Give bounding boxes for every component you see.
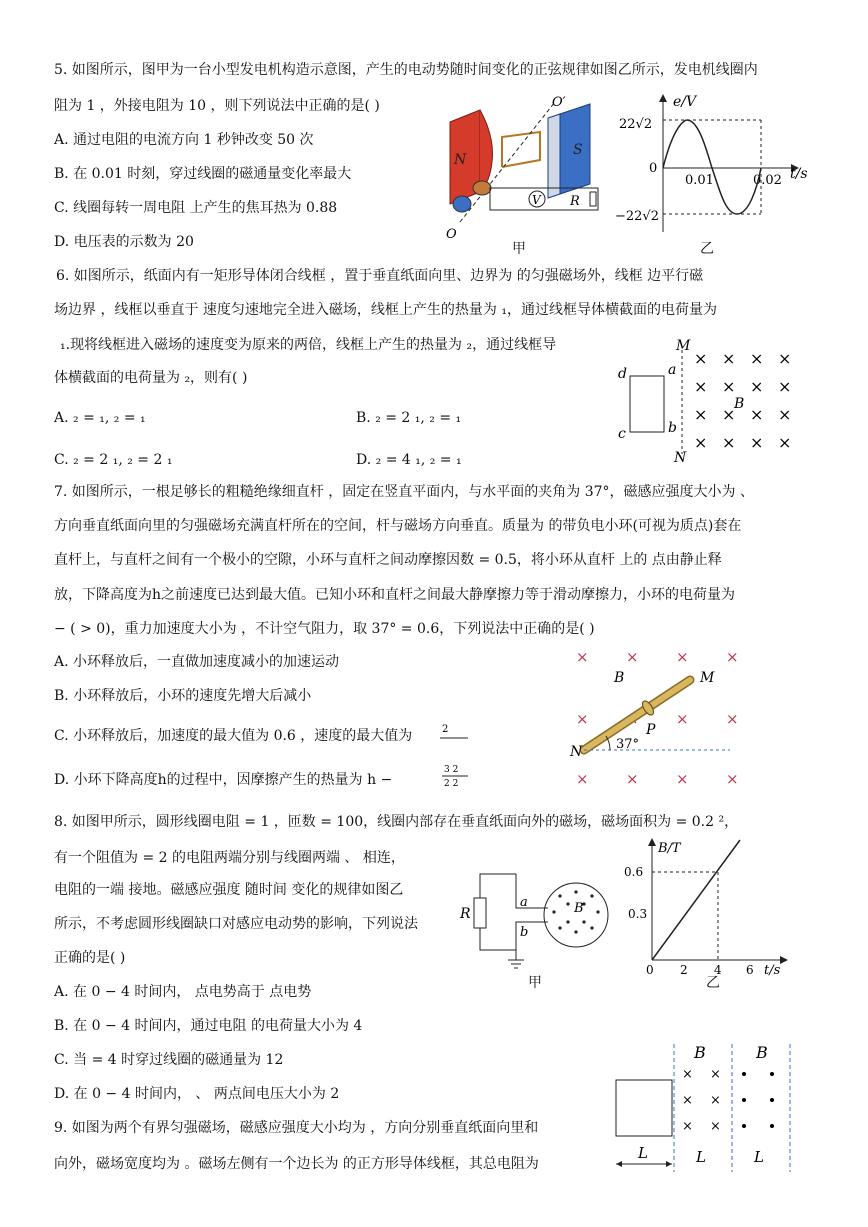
q6-stem-line-2: 场边界 ，线框以垂直于 速度匀速地完全进入磁场，线框上产生的热量为 ₁，通过线框导体横截面的电荷量为 <box>54 302 717 318</box>
q6-label-a: a <box>668 362 677 378</box>
q8-dot-mark <box>590 894 593 897</box>
q6-cross-mark: × <box>778 433 792 452</box>
q8-label-b: b <box>520 925 529 940</box>
q5-axis-oprime-label: O′ <box>552 95 566 110</box>
q7-option-d-fraction <box>440 762 480 792</box>
q6-cross-mark: × <box>722 433 736 452</box>
q5-graph-x1: 0.01 <box>685 173 714 188</box>
q7-option-b: B. 小环释放后，小环的速度先增大后减小 <box>54 688 312 704</box>
q6-cross-mark: × <box>750 433 764 452</box>
q5-option-a: A. 通过电阻的电流方向 1 秒钟改变 50 次 <box>54 132 314 148</box>
q5-figure-yi-caption: 乙 <box>700 241 714 257</box>
q6-cross-mark: × <box>750 377 764 396</box>
q8-graph-x2: 4 <box>714 963 722 976</box>
q6-label-b: b <box>668 420 677 436</box>
q8-dot-mark <box>574 890 577 893</box>
q8-graph-x3: 6 <box>746 963 754 976</box>
q8-dot-mark <box>552 910 555 913</box>
q8-option-a: A. 在 0 − 4 时间内， 点电势高于 点电势 <box>54 984 312 1000</box>
q7-cross-mark: × <box>726 710 739 728</box>
q5-graph-xlabel: t/s <box>790 166 808 182</box>
q9-field-figure <box>606 1040 806 1175</box>
q7-stem-line-4: 放，下降高度为h之前速度已达到最大值。已知小环和直杆之间最大静摩擦力等于滑动摩擦力，小环的电荷量为 <box>54 587 736 603</box>
q6-label-field-b: B <box>734 396 745 412</box>
q6-label-c: c <box>618 426 626 442</box>
q9-dot-mark <box>770 1072 774 1076</box>
q7-rod-figure <box>560 640 760 790</box>
q6-cross-mark: × <box>750 349 764 368</box>
q5-stem-line-1: 5. 如图所示，图甲为一台小型发电机构造示意图，产生的电动势随时间变化的正弦规律如图乙所示，发电机线圈内 <box>54 62 758 78</box>
q8-figure-jia-caption: 甲 <box>528 975 542 991</box>
q5-option-b: B. 在 0.01 时刻，穿过线圈的磁通量变化率最大 <box>54 166 352 182</box>
q7-cross-mark: × <box>576 770 589 788</box>
q8-stem-line-2: 有一个阻值为 = 2 的电阻两端分别与线圈两端 、 相连， <box>54 850 405 866</box>
q7-option-d: D. 小环下降高度h的过程中，因摩擦产生的热量为 h − <box>54 772 393 788</box>
q7-field-crosses <box>576 648 739 788</box>
q7-label-m: M <box>700 670 715 686</box>
q6-cross-mark: × <box>694 377 708 396</box>
q8-dot-mark <box>596 910 599 913</box>
q8-figure-yi-caption: 乙 <box>706 975 720 991</box>
q8-dot-mark <box>566 902 569 905</box>
q7-stem-line-2: 方向垂直纸面向里的匀强磁场充满直杆所在的空间，杆与磁场方向垂直。质量为 的带负电小环(可视为质点)套在 <box>54 518 742 534</box>
q8-graph-ylabel: B/T <box>658 841 681 856</box>
q9-cross-mark: × <box>682 1119 693 1134</box>
q7-label-p: P <box>646 722 656 738</box>
svg-text:3 2: 3 2 <box>444 765 459 775</box>
q6-option-c: C. ₂ = 2 ₁, ₂ = 2 ₁ <box>54 452 173 468</box>
q8-dot-mark <box>558 894 561 897</box>
q7-cross-mark: × <box>576 710 589 728</box>
q9-dot-mark <box>742 1072 746 1076</box>
q7-cross-mark: × <box>676 648 689 666</box>
q6-cross-mark: × <box>722 349 736 368</box>
q6-stem-line-3: ₁.现将线框进入磁场的速度变为原来的两倍，线框上产生的热量为 ₂，通过线框导 <box>60 337 557 353</box>
q9-cross-mark: × <box>682 1067 693 1082</box>
q9-dot-mark <box>742 1098 746 1102</box>
q9-dot-mark <box>742 1124 746 1128</box>
q6-field-figure <box>610 336 810 466</box>
q7-cross-mark: × <box>676 710 689 728</box>
q9-cross-mark: × <box>682 1093 693 1108</box>
q8-option-d: D. 在 0 − 4 时间内， 、 两点间电压大小为 2 <box>54 1086 340 1102</box>
q5-graph-zero: 0 <box>649 161 658 176</box>
q6-cross-mark: × <box>778 377 792 396</box>
q7-cross-mark: × <box>626 770 639 788</box>
q6-cross-mark: × <box>778 405 792 424</box>
q8-dot-mark <box>582 920 585 923</box>
q5-axis-o-label: O <box>446 227 457 242</box>
q8-coil-figure <box>456 846 616 986</box>
q7-cross-mark: × <box>726 770 739 788</box>
q9-stem-line-1: 9. 如图为两个有界匀强磁场，磁感应强度大小均为 ，方向分别垂直纸面向里和 <box>54 1120 539 1136</box>
q8-stem-line-3: 电阻的一端 接地。磁感应强度 随时间 变化的规律如图乙 <box>54 882 404 898</box>
q7-option-a: A. 小环释放后，一直做加速度减小的加速运动 <box>54 654 340 670</box>
q8-dot-mark <box>590 926 593 929</box>
q6-stem-line-1: 6. 如图所示，纸面内有一矩形导体闭合线框 ，置于垂直纸面向里、边界为 的匀强磁场外，线框 边平行磁 <box>56 268 704 284</box>
q9-cross-mark: × <box>710 1067 721 1082</box>
q7-cross-mark: × <box>726 648 739 666</box>
q5-option-d: D. 电压表的示数为 20 <box>54 234 194 250</box>
q5-emf-graph <box>615 92 815 242</box>
q9-label-l-1: L <box>638 1144 648 1162</box>
q8-label-a: a <box>520 895 528 910</box>
svg-text:2 2: 2 2 <box>444 779 459 789</box>
q9-label-b-out: B <box>756 1043 768 1062</box>
q5-magnet-s-label: S <box>573 142 583 158</box>
q8-dot-mark <box>566 920 569 923</box>
q8-graph-x1: 2 <box>680 963 688 976</box>
q8-graph-y1: 0.3 <box>628 907 648 921</box>
q7-angle-label: 37° <box>616 737 640 752</box>
q9-label-l-3: L <box>754 1148 764 1166</box>
q7-option-c-fraction <box>438 722 478 746</box>
q8-stem-line-4: 所示，不考虑圆形线圈缺口对感应电动势的影响，下列说法 <box>54 916 418 932</box>
q6-cross-mark: × <box>722 405 736 424</box>
q7-stem-line-3: 直杆上，与直杆之间有一个极小的空隙，小环与直杆之间动摩擦因数 = 0.5，将小环从直杆 上的 点由静止释 <box>54 552 722 568</box>
q5-voltmeter-label: V <box>532 193 541 207</box>
q5-graph-ylabel: e/V <box>673 94 697 110</box>
q9-stem-line-2: 向外，磁场宽度均为 。磁场左侧有一个边长为 的正方形导体线框，其总电阻为 <box>54 1156 539 1172</box>
q9-label-l-2: L <box>696 1148 706 1166</box>
q8-bt-graph <box>622 836 792 976</box>
q6-cross-mark: × <box>722 377 736 396</box>
q9-dot-mark <box>770 1124 774 1128</box>
q5-graph-ymin: −22√2 <box>615 209 659 224</box>
q8-graph-zero: 0 <box>646 963 654 976</box>
q6-option-d: D. ₂ = 4 ₁, ₂ = ₁ <box>356 452 462 468</box>
q6-cross-mark: × <box>750 405 764 424</box>
q8-dot-mark <box>574 930 577 933</box>
q7-cross-mark: × <box>576 648 589 666</box>
q8-dot-mark <box>558 926 561 929</box>
q7-stem-line-5: − ( > 0)，重力加速度大小为 ，不计空气阻力，取 37° = 0.6，下列说法中正确的是( ) <box>54 621 595 637</box>
q8-stem-line-5: 正确的是( ) <box>54 950 126 966</box>
q5-option-c: C. 线圈每转一周电阻 上产生的焦耳热为 0.88 <box>54 200 338 216</box>
q6-option-b: B. ₂ = 2 ₁, ₂ = ₁ <box>356 410 462 426</box>
q5-magnet-n-label: N <box>454 152 467 168</box>
q6-label-n: N <box>674 450 687 466</box>
q8-field-b-label: B <box>574 901 584 916</box>
q9-label-b-in: B <box>694 1043 706 1062</box>
q8-graph-xlabel: t/s <box>764 963 781 976</box>
q7-label-n: N <box>570 744 583 760</box>
q9-cross-mark: × <box>710 1119 721 1134</box>
q8-resistor-label: R <box>460 906 471 922</box>
q5-stem-line-2: 阻为 1 ，外接电阻为 10 ，则下列说法中正确的是( ) <box>54 98 380 114</box>
q8-option-b: B. 在 0 − 4 时间内，通过电阻 的电荷量大小为 4 <box>54 1018 363 1034</box>
q5-resistor-label: R <box>570 194 580 209</box>
q6-cross-mark: × <box>694 433 708 452</box>
q6-option-a: A. ₂ = ₁, ₂ = ₁ <box>54 410 146 426</box>
q6-stem-line-4: 体横截面的电荷量为 ₂，则有( ) <box>54 370 248 386</box>
q7-cross-mark: × <box>676 770 689 788</box>
q8-graph-y2: 0.6 <box>624 865 644 879</box>
q6-cross-mark: × <box>694 349 708 368</box>
q8-stem-line-1: 8. 如图甲所示，圆形线圈电阻 = 1 ，匝数 = 100，线圈内部存在垂直纸面向外的磁场，磁场面积为 = 0.2 ²， <box>54 814 739 830</box>
q7-option-c: C. 小环释放后，加速度的最大值为 0.6 ，速度的最大值为 <box>54 728 413 744</box>
q6-cross-mark: × <box>778 349 792 368</box>
q8-option-c: C. 当 = 4 时穿过线圈的磁通量为 12 <box>54 1052 284 1068</box>
q6-label-d: d <box>618 366 627 382</box>
q6-label-m: M <box>676 338 691 354</box>
q5-figure-jia-caption: 甲 <box>512 241 526 257</box>
q5-generator-figure <box>440 92 610 242</box>
q7-stem-line-1: 7. 如图所示，一根足够长的粗糙绝缘细直杆 ，固定在竖直平面内，与水平面的夹角为 37°，磁感应强度大小为 、 <box>54 484 754 500</box>
q7-cross-mark: × <box>626 648 639 666</box>
q9-dot-mark <box>770 1098 774 1102</box>
q9-field-marks <box>682 1067 774 1134</box>
q5-graph-ymax: 22√2 <box>619 117 653 132</box>
q9-cross-mark: × <box>710 1093 721 1108</box>
q6-cross-mark: × <box>694 405 708 424</box>
q7-label-b: B <box>614 670 625 686</box>
q5-graph-x2: 0.02 <box>753 173 782 188</box>
svg-text:2: 2 <box>442 724 449 735</box>
